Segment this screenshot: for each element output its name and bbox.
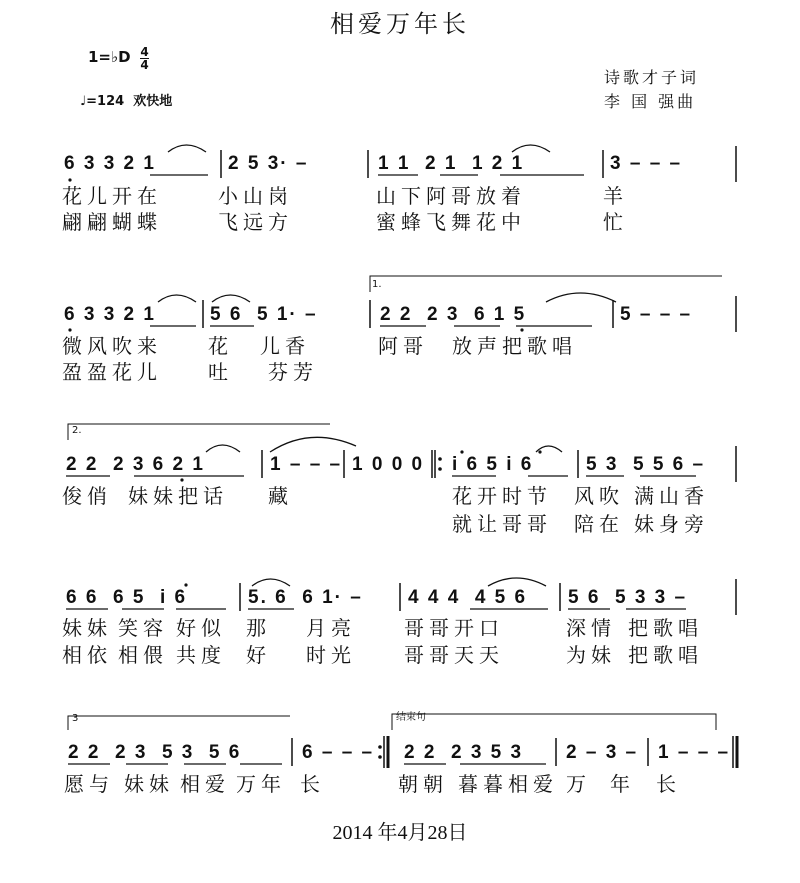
lyric: 把歌唱 (628, 643, 703, 667)
lyric: 满山香 (634, 484, 709, 508)
notation-measure: 5 6 5 3 3 – (568, 587, 688, 608)
lyric: 陪在 (574, 512, 624, 536)
notation-measure: 1 1 2 1 1 2 1 (378, 153, 525, 174)
notation-measure: 4 4 4 4 5 6 (408, 587, 528, 608)
notation-measure: 1 – – – (658, 742, 731, 763)
lyric: 把歌唱 (628, 616, 703, 640)
lyric: 年 (610, 772, 635, 796)
lyric: 笑容 (118, 616, 168, 640)
notation-measure: 2 2 2 3 5 3 (404, 742, 524, 763)
notation-measure: 2 5 3· – (228, 153, 309, 174)
lyric: 忙 (603, 210, 628, 234)
lyric: 好 (246, 643, 271, 667)
lyric: 愿与 (64, 772, 114, 796)
lyric: 羊 (603, 184, 628, 208)
lyric: 吐 (208, 360, 233, 384)
volta-label: 1. (372, 279, 382, 290)
lyric: 风吹 (574, 484, 624, 508)
notation-measure: 3 – – – (610, 153, 683, 174)
notation-measure: 2 – 3 – (566, 742, 639, 763)
bar-lines (203, 146, 737, 768)
pitch-dots (68, 178, 541, 586)
volta-brackets (68, 276, 722, 730)
notation-measure: 6 3 3 2 1 (64, 304, 156, 325)
lyric: 放声把歌唱 (452, 334, 577, 358)
lyric: 共度 (176, 643, 226, 667)
volta-label: 2. (72, 425, 82, 436)
time-signature-bottom: 4 (140, 58, 149, 72)
notation-measure: 2 2 2 3 5 3 5 6 (68, 742, 242, 763)
lyric: 飞远方 (218, 210, 293, 234)
lyric: 哥哥开口 (404, 616, 504, 640)
slurs (158, 145, 616, 586)
lyric: 那 (246, 616, 271, 640)
lyric: 花儿开在 (62, 184, 162, 208)
lyric: 好似 (176, 616, 226, 640)
lyric: 花开时节 (452, 484, 552, 508)
notation-measure: 1 – – – (270, 454, 343, 475)
underlines (66, 175, 696, 764)
notation-measure: 5 3 5 5 6 – (586, 454, 706, 475)
lyric: 哥哥天天 (404, 643, 504, 667)
lyric: 为妹 (566, 643, 616, 667)
lyric: 相爱 (180, 772, 230, 796)
lyric: 万 (566, 772, 591, 796)
lyric: 妹妹把话 (128, 484, 228, 508)
lyricist-credit: 诗歌才子词 (604, 68, 700, 87)
lyric: 妹妹 (124, 772, 174, 796)
lyric: 微风吹来 (62, 334, 162, 358)
lyric: 就让哥哥 (452, 512, 552, 536)
lyric: 翩翩蝴蝶 (62, 210, 162, 234)
song-title: 相爱万年长 (330, 10, 470, 38)
notation-measure: 5 6 5 1· – (210, 304, 318, 325)
composer-credit: 李 国 强曲 (604, 92, 697, 111)
lyric: 小山岗 (218, 184, 293, 208)
lyric: 月亮 (306, 616, 356, 640)
lyric: 妹身旁 (634, 512, 709, 536)
lyric: 芬芳 (268, 360, 318, 384)
lyric: 相依 (62, 643, 112, 667)
lyric: 儿香 (260, 334, 310, 358)
notation-measure: i 6 5 i 6 (452, 454, 534, 475)
lyric: 相偎 (118, 643, 168, 667)
lyric: 万年 (236, 772, 286, 796)
lyric: 深情 (566, 616, 616, 640)
lyric: 妹妹 (62, 616, 112, 640)
notation-measure: 5. 6 6 1· – (248, 587, 363, 608)
time-signature-top: 4 (140, 45, 149, 59)
lyric: 山下阿哥放着 (376, 184, 526, 208)
lyric: 朝朝 (398, 772, 448, 796)
notation-measure: 6 3 3 2 1 (64, 153, 156, 174)
notation-measure: 2 2 2 3 6 1 5 (380, 304, 527, 325)
tempo-marking: ♩=124 欢快地 (80, 94, 173, 109)
notation-measure: 6 – – – (302, 742, 375, 763)
lyric: 时光 (306, 643, 356, 667)
lyric: 盈盈花儿 (62, 360, 162, 384)
lyric: 长 (656, 772, 681, 796)
notation-measure: 2 2 2 3 6 2 1 (66, 454, 205, 475)
lyric: 俊俏 (62, 484, 112, 508)
notation-measure: 6 6 6 5 i 6 (66, 587, 188, 608)
lyric: 阿哥 (378, 334, 428, 358)
lyric: 蜜蜂飞舞花中 (376, 210, 526, 234)
key-signature: 1=♭D (88, 48, 131, 66)
notation-measure: 1 0 0 0 (352, 454, 425, 475)
lyric: 花 (208, 334, 233, 358)
lyric: 暮暮相爱 (458, 772, 558, 796)
lyric: 藏 (268, 484, 293, 508)
lyric: 长 (300, 772, 325, 796)
composition-date: 2014 年4月28日 (332, 822, 468, 844)
volta-label: 3 (72, 713, 79, 724)
notation-measure: 5 – – – (620, 304, 693, 325)
volta-label: 结束句 (396, 712, 426, 723)
